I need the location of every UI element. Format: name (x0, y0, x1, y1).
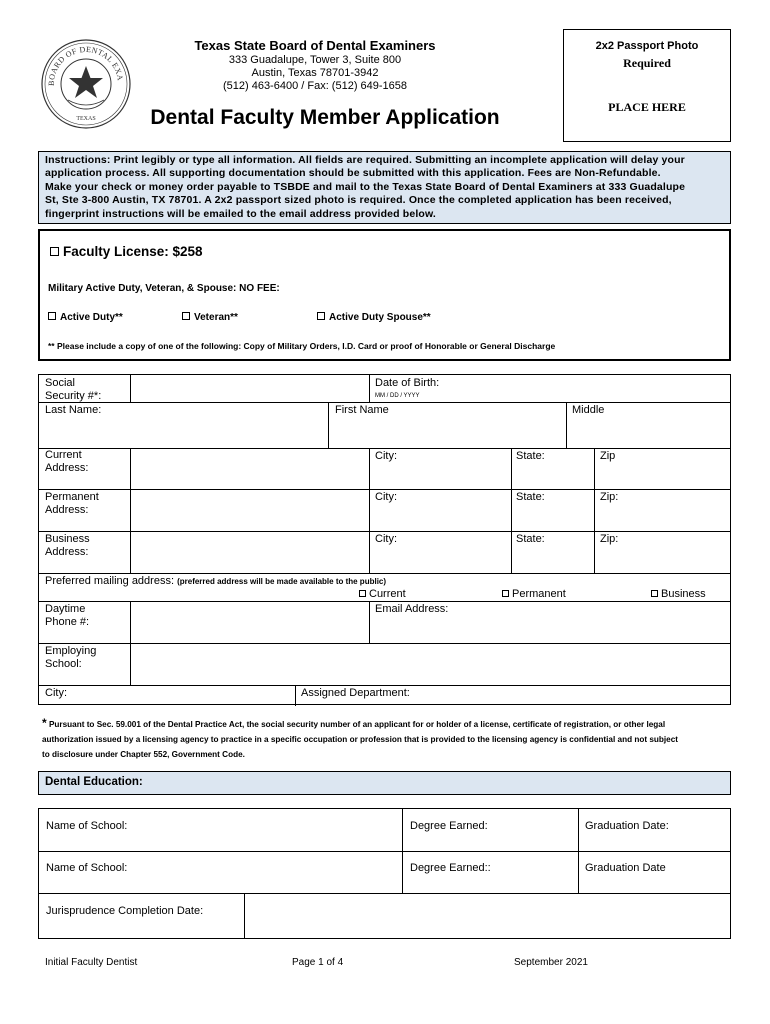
permanent-city-label: City: (375, 491, 397, 503)
instructions-box (38, 151, 731, 224)
license-fee-section (38, 229, 731, 361)
seal-ring-text: BOARD OF DENTAL EXA (46, 44, 125, 87)
business-address-field[interactable] (132, 533, 367, 571)
permanent-state-label: State: (516, 491, 545, 503)
middle-name-field[interactable] (568, 417, 728, 447)
email-label: Email Address: (375, 603, 449, 615)
preferred-permanent-option[interactable]: Permanent (502, 588, 566, 601)
ssn-field[interactable] (135, 377, 367, 401)
preferred-mailing-label: Preferred mailing address: (preferred address will be made available to the public) (45, 575, 387, 587)
preferred-current-checkbox[interactable] (359, 590, 366, 597)
current-address-label: Current Address: (45, 449, 89, 474)
faculty-license-checkbox[interactable] (50, 247, 59, 256)
footer-form-name: Initial Faculty Dentist (45, 957, 138, 968)
daytime-phone-label: Daytime Phone #: (45, 603, 90, 628)
board-seal (40, 38, 132, 130)
address-line-2: Austin, Texas 78701-3942 (251, 67, 379, 79)
business-address-label: Business Address: (45, 533, 90, 558)
preferred-current-option[interactable]: Current (359, 588, 406, 601)
preferred-business-option[interactable]: Business (651, 588, 706, 601)
email-field[interactable] (375, 617, 727, 641)
instructions-line: Instructions: Print legibly or type all information. All fields are required. Submitting an incomplete application will delay your (45, 154, 685, 166)
ssn-confidentiality-footnote: * Pursuant to Sec. 59.001 of the Dental Practice Act, the social security number of an applicant for or holder of a license, certificate of registration, or other legal authorization issued by a licensing agency to practice in a specific occupation or profession that is provided to the licensing agency is confidential and not subject to disclosure under Chapter 552, Government Code. (42, 716, 679, 759)
ssn-label: Social Security #*: (45, 377, 102, 402)
faculty-license-option[interactable] (50, 244, 203, 259)
last-name-label: Last Name: (45, 404, 102, 416)
employing-school-label: Employing School: (45, 645, 97, 670)
first-name-field[interactable] (330, 417, 565, 447)
dob-format-hint: MM / DD / YYYY (375, 393, 420, 399)
middle-name-label: Middle (572, 404, 605, 416)
military-label: Military Active Duty, Veteran, & Spouse: NO FEE: (48, 283, 280, 294)
preferred-business-checkbox[interactable] (651, 590, 658, 597)
daytime-phone-field[interactable] (132, 603, 367, 641)
current-address-field[interactable] (132, 450, 367, 488)
phone-fax: (512) 463-6400 / Fax: (512) 649-1658 (222, 80, 408, 92)
graduation-date-label-1: Graduation Date: (585, 820, 669, 832)
permanent-address-field[interactable] (132, 491, 367, 529)
graduation-date-label-2: Graduation Date (585, 862, 666, 874)
faculty-license-label: Faculty License: $258 (63, 244, 203, 259)
seal-bottom-text: TEXAS (76, 116, 96, 122)
military-documentation-note: ** Please include a copy of one of the following: Copy of Military Orders, I.D. Card or proof of Honorable or General Discharge (48, 341, 556, 351)
school-name-label-2: Name of School: (46, 862, 128, 874)
school-name-label-1: Name of School: (46, 820, 128, 832)
permanent-zip-label: Zip: (600, 491, 619, 503)
school-city-label: City: (45, 687, 67, 699)
employing-school-field[interactable] (132, 645, 728, 683)
instructions-line: fingerprint instructions will be emailed to the email address provided below. (45, 207, 436, 220)
active-duty-spouse-label: Active Duty Spouse** (329, 312, 431, 323)
veteran-label: Veteran** (194, 312, 238, 323)
instructions-line: St, Ste 3-800 Austin, TX 78701. A 2x2 passport sized photo is required. Once the completed application has been received, (45, 194, 672, 207)
photo-size-label: 2x2 Passport Photo (595, 40, 699, 52)
permanent-address-label: Permanent Address: (45, 491, 99, 516)
degree-earned-label-1: Degree Earned: (410, 820, 488, 832)
veteran-option[interactable] (182, 312, 238, 323)
first-name-label: First Name (335, 404, 389, 416)
page-title: Dental Faculty Member Application (150, 106, 500, 129)
dob-label: Date of Birth: (375, 377, 440, 389)
veteran-checkbox[interactable] (182, 312, 190, 320)
business-zip-label: Zip: (600, 533, 619, 545)
instructions-line: Make your check or money order payable to TSBDE and mail to the Texas State Board of Dental Examiners at 333 Guadalupe (45, 180, 686, 193)
preferred-public-note: (preferred address will be made available to the public) (177, 577, 387, 586)
last-name-field[interactable] (131, 417, 327, 447)
dental-education-table (38, 808, 731, 939)
current-zip-label: Zip (600, 450, 616, 462)
active-duty-checkbox[interactable] (48, 312, 56, 320)
dental-education-heading: Dental Education: (38, 771, 731, 795)
footer-page-number: Page 1 of 4 (292, 957, 344, 968)
jurisprudence-date-label: Jurisprudence Completion Date: (46, 905, 204, 917)
current-city-label: City: (375, 450, 397, 462)
photo-place-here: PLACE HERE (608, 100, 686, 114)
active-duty-spouse-option[interactable] (317, 312, 431, 323)
degree-earned-label-2: Degree Earned:: (410, 862, 491, 874)
photo-required-label: Required (623, 56, 671, 70)
applicant-info-table (38, 374, 731, 705)
footer-date: September 2021 (514, 957, 588, 968)
preferred-permanent-checkbox[interactable] (502, 590, 509, 597)
assigned-department-label: Assigned Department: (301, 687, 410, 699)
address-line-1: 333 Guadalupe, Tower 3, Suite 800 (228, 54, 402, 66)
photo-placeholder (563, 29, 731, 142)
current-state-label: State: (516, 450, 545, 462)
business-state-label: State: (516, 533, 545, 545)
dob-field[interactable] (459, 377, 727, 401)
active-duty-spouse-checkbox[interactable] (317, 312, 325, 320)
business-city-label: City: (375, 533, 397, 545)
jurisprudence-date-field[interactable] (247, 895, 727, 937)
board-name: Texas State Board of Dental Examiners (194, 38, 436, 53)
active-duty-option[interactable] (48, 312, 123, 323)
active-duty-label: Active Duty** (60, 312, 123, 323)
instructions-line: application process. All supporting documentation should be submitted with this application. Fees are Non-Refundable. (45, 167, 661, 180)
